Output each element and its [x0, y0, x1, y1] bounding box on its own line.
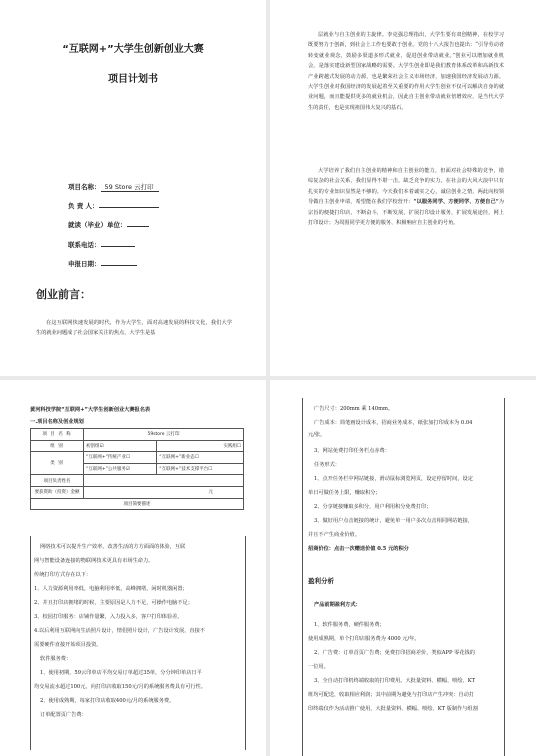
cell-label: 要获资助（投资）金额: [31, 486, 84, 498]
cell-label: 类 别: [31, 452, 84, 475]
field-leader: 负 责 人：: [68, 201, 159, 210]
text-line: 3、做好用户点击链接的统计，避免单一用户多次点击相同网站链接，: [314, 518, 473, 524]
checkbox-category: “互联网+”新业态☐: [157, 452, 244, 464]
text-line: 2、分享链接赚取多积分，用户利用积分免费打印；: [314, 504, 432, 510]
checkbox-category: “互联网+”公共服务☑: [84, 463, 157, 475]
cell-amount-unit: 元: [84, 486, 244, 498]
pricing-line: 招商价位：点击一次赠送价值 0.5 元的积分: [308, 546, 409, 552]
text-line: 任务形式：: [314, 462, 340, 468]
document-page-4: [270, 380, 536, 756]
field-value: [127, 226, 149, 227]
preface-heading: 创业前言：: [36, 288, 91, 301]
text-line: 1、软件服务费，硬件服务费；: [314, 622, 385, 628]
text-line: 广告尺寸：200mm 乘 140mm。: [314, 406, 394, 412]
preface-paragraph: 在这互联网快速发展的时代，作为大学生，面对高速发展的科技文化，我们大学生的就业问题成了社会国家关注的焦点，大学生是基: [36, 320, 232, 337]
field-value: [99, 207, 159, 208]
text-line: 传统打印方式存在以下：: [34, 572, 92, 578]
table-row: [31, 452, 244, 464]
text-line: 3、网站免费打印任务栏点赤费：: [314, 448, 390, 454]
text-line: 一位用。: [308, 664, 329, 670]
income-heading: 产品前期盈利方式：: [314, 602, 361, 608]
text-line: 使用成熟期，单个打印店服务费为 4000 元/年。: [308, 636, 420, 642]
document-page-3: [0, 380, 266, 756]
table-row: [31, 440, 244, 452]
text-line: 1、点开任务栏中网站链接，滑动鼠标浏览网页，设定停留时间，设定: [314, 476, 473, 482]
form-title: 黄河科技学院“互联网+”大学生创新创业大赛报名表: [30, 407, 151, 413]
document-page-1: [0, 0, 266, 376]
table-row: [31, 498, 244, 510]
cell-description-label: 项目简要描述: [31, 498, 244, 510]
text-line: 广告成本：简笔画设计成本，招商业务成本，纸张加打印成本为 0.04: [314, 420, 473, 426]
text-line: 软件服务费：: [40, 656, 72, 662]
table-row: [31, 486, 244, 498]
text-line: 2、并且打印店拥堵的时候，主要原因是人力不足，可操作电脑不足；: [34, 600, 193, 606]
text-line: 单日可做任务上限，赚取积分；: [308, 490, 381, 496]
text-line: 元/张。: [308, 432, 326, 438]
field-phone: 联系电话：: [68, 240, 135, 249]
paragraph-motivation: 大学培养了我们自主创业的精神和自主创业的能力，但面对社会特殊的竞争，错综复杂的社会关系，我们显得不堪一击，缺乏竞争的实力。在社会的大风大浪中只有扎实的专业知识显然是不够的。今天我们本着诚实之心，诚信创业之情，两此向校领导做自主创业申请，希望能在我们学校营开：“以服务同学、方便同学、方便自己”为宗旨的便捷打印店，不断奋斗，不断发展，扩展打印设计服务，扩展发展途径，网上打印设计；为周围同学更方便的服务、积极响应自主创业的号角。: [308, 168, 504, 227]
document-subtitle: 项目计划书: [108, 74, 158, 85]
table-row: [31, 475, 244, 487]
checkbox-category: “互联网+”传统产业☐: [84, 452, 157, 464]
field-date: 申报日期：: [68, 259, 137, 268]
cell-project-name: 59store 云打印: [84, 429, 244, 441]
slogan: “以服务同学、方便同学、方便自己”: [413, 199, 499, 206]
text-line: 3、全自动打印机终端收取的打印费用。大批量资料、横幅、喷绘、KT: [314, 678, 476, 684]
text-line: 2、广告费：订单首页广告费；免费打印招商差价，类似APP 零花钱的: [314, 650, 475, 656]
text-line: 并且不产生商业价值。: [308, 532, 360, 538]
cell-empty: [84, 475, 244, 487]
field-project-name: 项目名称： 59 Store 云打印: [68, 182, 159, 192]
table-row: [31, 429, 244, 441]
cell-label: 组 别: [31, 440, 84, 452]
text-line: 网与智能设备连接的物联网技术更具有市场生命力。: [34, 558, 154, 564]
section-heading: 一.项目名称及创业规划: [30, 419, 84, 425]
text-line: 2、使用成熟期，每家打印店收取400元/月的系统服务费。: [40, 698, 175, 704]
document-title: “互联网+”大学生创新创业大赛: [62, 44, 204, 55]
text-line: 网络技术可以提升生产效率，改善生活的方方面面的体验，互联: [40, 544, 186, 550]
cell-label: 项 目 名 称: [31, 429, 84, 441]
checkbox-practice: 实践组☐: [157, 440, 244, 452]
table-border-right: [504, 398, 505, 756]
checkbox-category: “互联网+”技术支撑平台☐: [157, 463, 244, 475]
table-border-left: [302, 398, 303, 756]
text-line: 1、使用初期，59云印单店平均交易订单超过35单，分分钟印单店日平: [40, 670, 202, 676]
checkbox-startup: 初创组☑: [84, 440, 157, 452]
text-line: 订单配置页广告费：: [40, 712, 87, 718]
field-value: [101, 246, 135, 247]
field-value: 59 Store 云打印: [101, 182, 159, 192]
registration-form: [30, 428, 244, 510]
text-line: 3、校园打印服务：店铺作量繁，入力投入多，客户打印体验差。: [34, 614, 183, 620]
text-line: 班均可配送，收取相应利润；其中前期为避免与打印店产生冲突：自动打: [308, 692, 475, 698]
paragraph-entrepreneurship: 层就业与自主创业的主旋律。李克强总理指出，大学生要有双创精神，在校学习既要努力于创新，到社会上工作也要敢于创业。党的十八大报告也提出：“引导劳动者转变就业观念，鼓励多渠道多形式就业，促进创业带动就业。”创业可以增加就业机会，是落实建设新型国家战略的需要。大学生创业即是我们教育体系改革和高新技术产业跨越式发展的动力源，也是繁荣社会主义市场经济，加速我国经济发展动力源。大学生创业对我国经济的发展起着至关重要的作用大学生创业不仅可以解决自身的就业问题，而且能提供更多的就业机会，因此自主创业带动就业倍增效应，是当代大学生的责任，也是实现祖国伟大复兴的基石。: [308, 32, 504, 111]
document-page-2: [270, 0, 536, 376]
text-line: 4.以后利用互联网向生活照片设计，情侣照片设计，广告设计发展，直接不: [34, 628, 205, 634]
text-line: 印终端仅作为活动推广使用，大批量资料、横幅、喷绘、KT 版制作与组割: [308, 706, 478, 712]
cell-label: 项目负责姓名: [31, 475, 84, 487]
field-unit: 就读（毕业）单位：: [68, 220, 149, 229]
text-line: 需要硬件直接开始项目投资。: [34, 642, 102, 648]
text-line: 均交易流水超过100元，向打印店收取150元/月的系统服务费具有可行性。: [34, 684, 206, 690]
field-value: [101, 265, 137, 266]
text-line: 1、人力资源利用率低，电脑利用率低，高峰拥堵，闲时机器闲置；: [34, 586, 188, 592]
profit-analysis-heading: 盈利分析: [308, 577, 334, 585]
